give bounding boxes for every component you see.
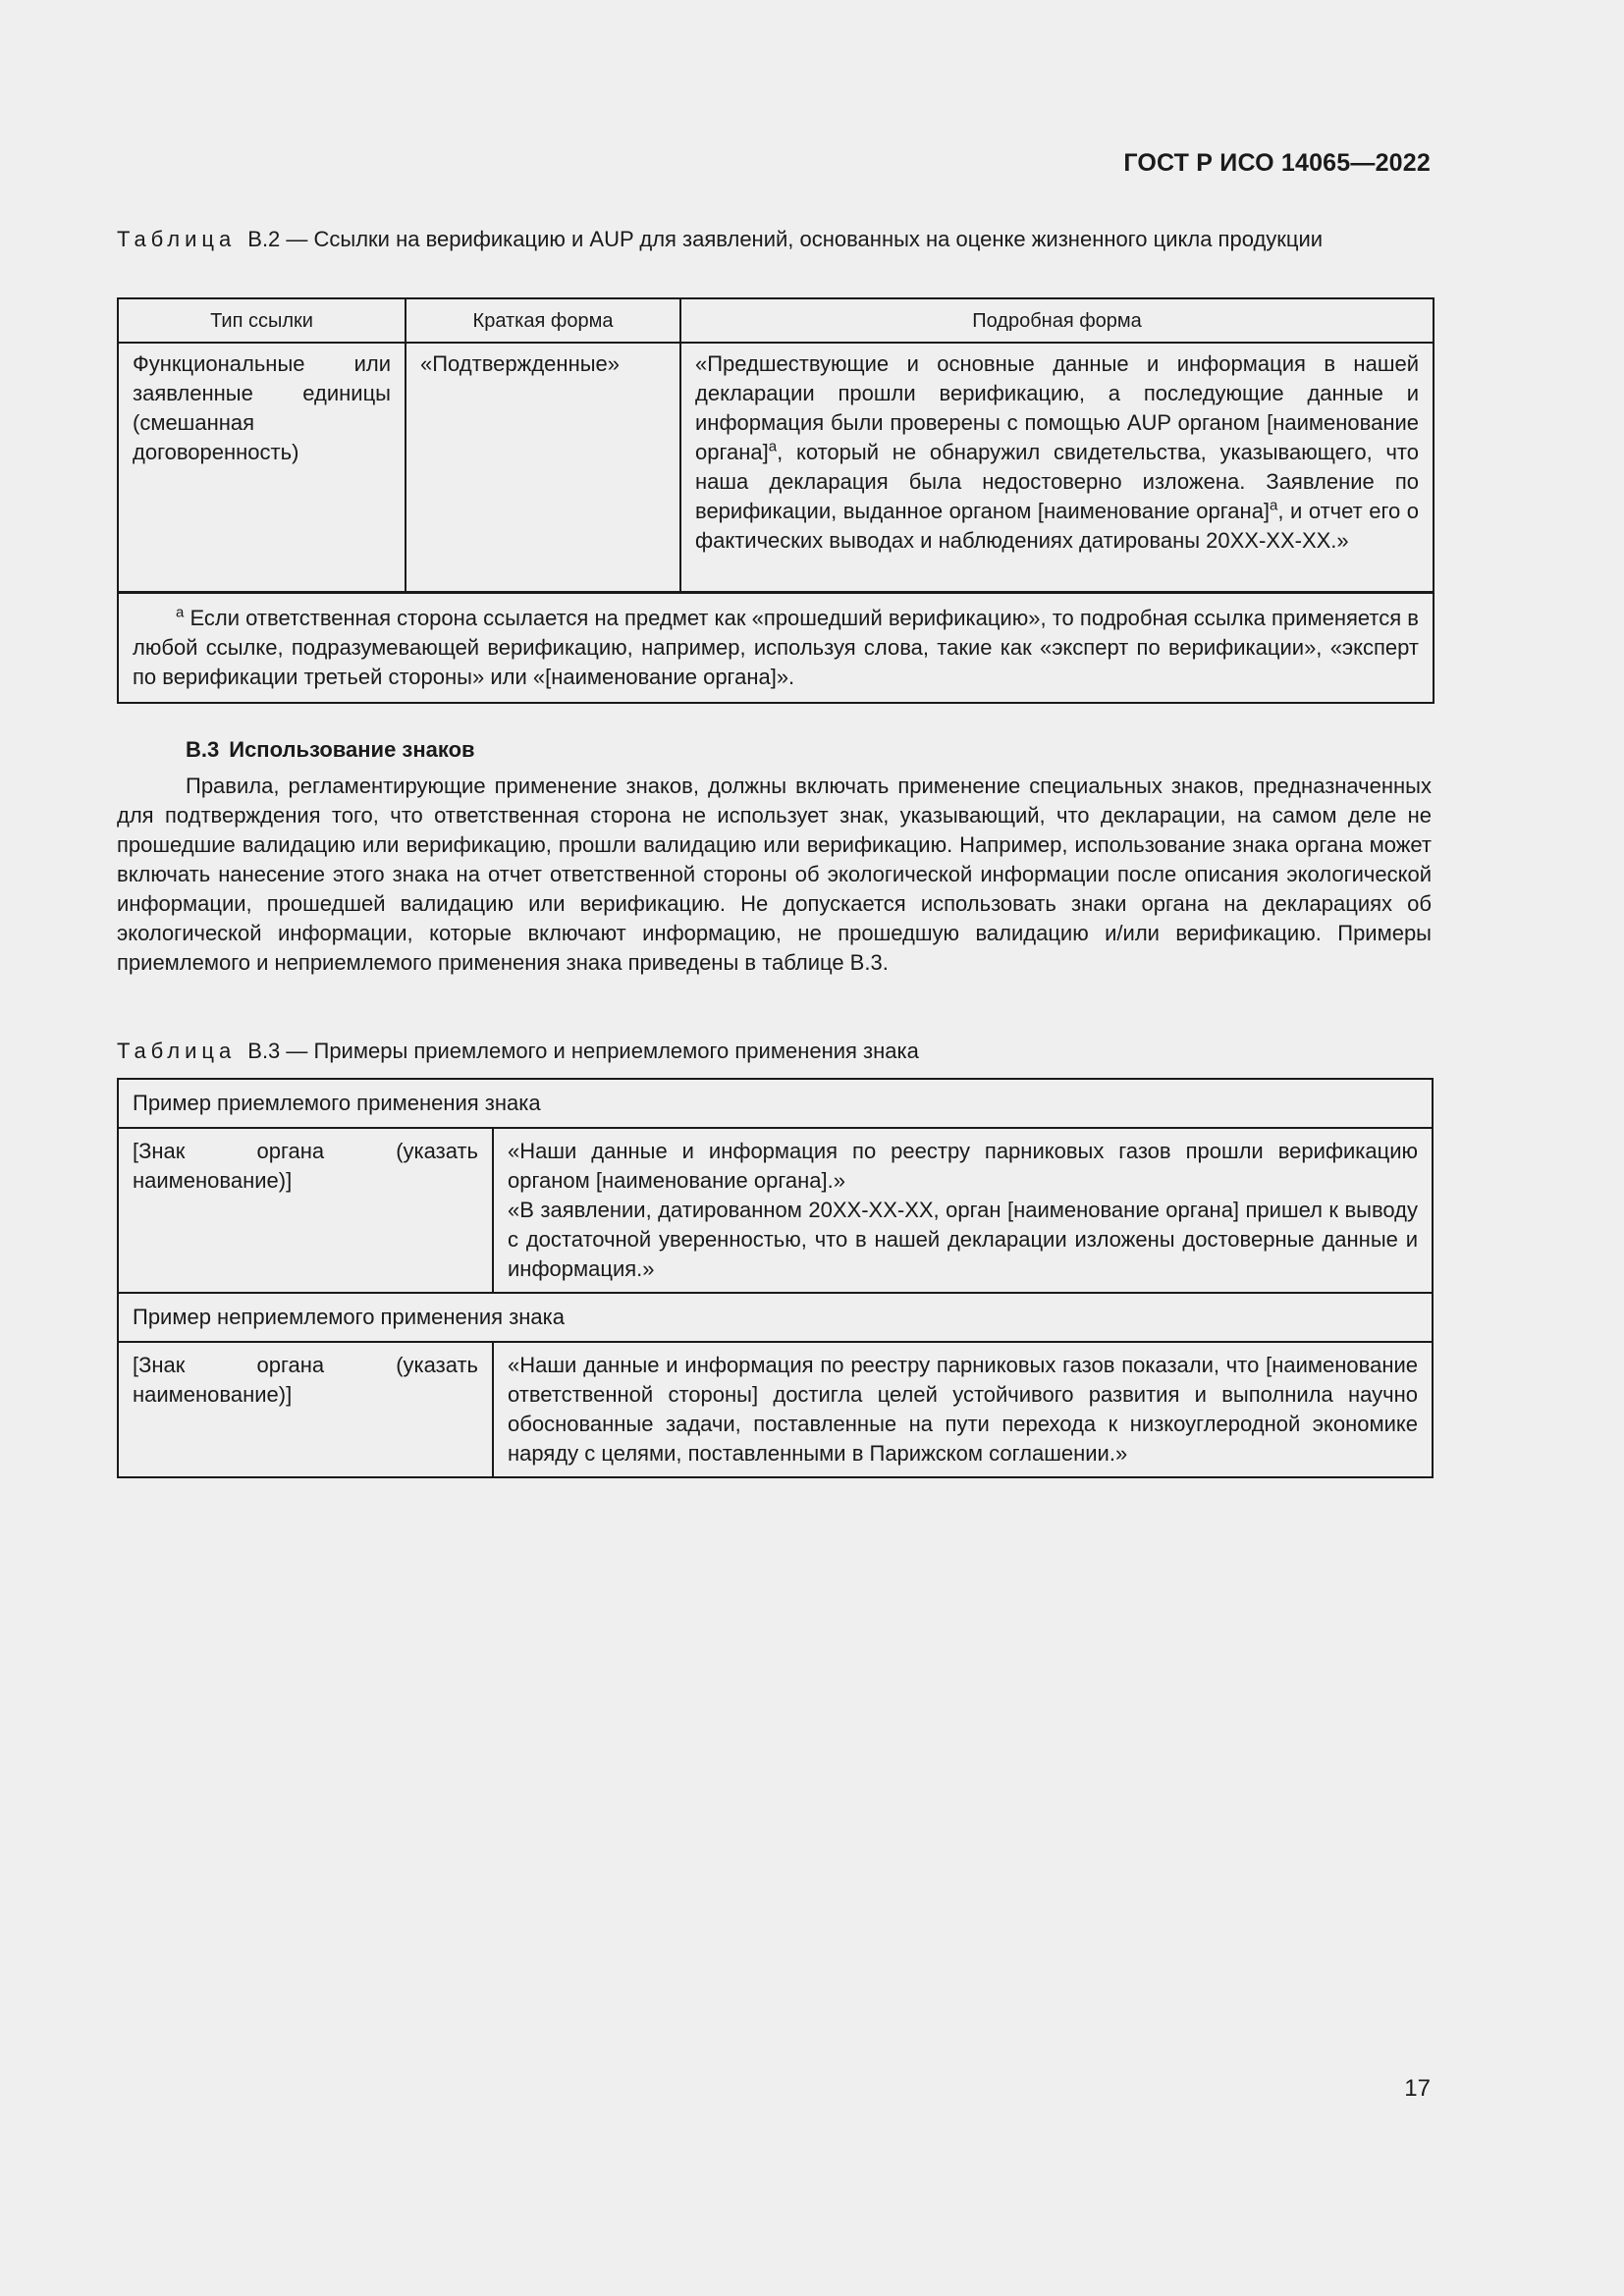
table-row bbox=[118, 343, 1434, 593]
section-b3-heading bbox=[186, 735, 475, 765]
table-row bbox=[118, 1128, 1433, 1293]
table-b2-caption-word: Таблица bbox=[117, 227, 237, 251]
long-form-part-3: , и отчет его о фактических выводах и наблюдениях датированы 20XX-XX-XX.» bbox=[695, 499, 1419, 553]
section-b3-paragraph: Правила, регламентирующие применение знаков, должны включать применение специальных знаков, предназначенных для подтверждения того, что ответственная сторона не использует знак, указывающий, что декларации, на самом деле не прошедшие валидацию или верификацию, прошли валидацию или верификацию. Например, использование знака органа может включать нанесение этого знака на отчет ответственной стороны об экологической информации после описания экологической информации, прошедшей валидацию или верификацию. Не допускается использовать знаки органа на декларациях об экологической информации, которые включают информацию, не прошедшую валидацию и/или верификацию. Примеры приемлемого и неприемлемого применения знака приведены в таблице В.3. bbox=[117, 774, 1432, 975]
table-b3-caption-text: В.3 — Примеры приемлемого и неприемлемого применения знака bbox=[247, 1039, 919, 1063]
cell-short-form: «Подтвержденные» bbox=[406, 343, 680, 593]
unacceptable-heading: Пример неприемлемого применения знака bbox=[118, 1293, 1433, 1342]
unacceptable-heading-row bbox=[118, 1293, 1433, 1342]
table-b2-header-row bbox=[118, 298, 1434, 343]
long-form-part-2: , который не обнаружил свидетельства, указывающего, что наша декларация была недостоверно изложена. Заявление по верификации, выданное органом [наименование органа] bbox=[695, 440, 1419, 523]
cell-reference-type: Функциональные или заявленные единицы (смешанная договоренность) bbox=[118, 343, 406, 593]
acceptable-mark-cell: [Знак органа (указать наименование)] bbox=[118, 1128, 493, 1293]
table-b2-footnote bbox=[118, 593, 1434, 704]
table-row bbox=[118, 1342, 1433, 1477]
document-code: ГОСТ Р ИСО 14065—2022 bbox=[1123, 149, 1431, 177]
long-form-part-1: «Предшествующие и основные данные и информация в нашей декларации прошли верификацию, а последующие данные и информация были проверены с помощью AUP органом [наименование органа] bbox=[695, 351, 1419, 464]
acceptable-text-cell bbox=[493, 1128, 1433, 1293]
section-title: Использование знаков bbox=[229, 737, 475, 762]
table-b2-footnote-row bbox=[118, 593, 1434, 704]
table-b3-caption bbox=[117, 1037, 1432, 1065]
footnote-ref: a bbox=[768, 438, 778, 455]
section-number: В.3 bbox=[186, 737, 220, 762]
acceptable-heading-row bbox=[118, 1079, 1433, 1128]
footnote-mark: a bbox=[176, 604, 185, 621]
footnote-ref: a bbox=[1270, 497, 1278, 514]
unacceptable-mark-cell: [Знак органа (указать наименование)] bbox=[118, 1342, 493, 1477]
page-number: 17 bbox=[1404, 2075, 1431, 2102]
acceptable-text-2: «В заявлении, датированном 20XX-XX-XX, орган [наименование органа] пришел к выводу с достаточной уверенностью, что в нашей декларации изложены достоверные данные и информация.» bbox=[508, 1198, 1419, 1281]
table-b2-caption-text: В.2 — Ссылки на верификацию и AUP для заявлений, основанных на оценке жизненного цикла продукции bbox=[247, 227, 1324, 251]
cell-long-form bbox=[680, 343, 1434, 593]
column-header-long: Подробная форма bbox=[680, 298, 1434, 343]
table-b3-caption-word: Таблица bbox=[117, 1039, 237, 1063]
column-header-short: Краткая форма bbox=[406, 298, 680, 343]
column-header-type: Тип ссылки bbox=[118, 298, 406, 343]
acceptable-heading: Пример приемлемого применения знака bbox=[118, 1079, 1433, 1128]
table-b2 bbox=[117, 297, 1435, 704]
unacceptable-text-cell: «Наши данные и информация по реестру парниковых газов показали, что [наименование ответственной стороны] достигла целей устойчивого развития и выполнила научно обоснованные задачи, поставленные на пути перехода к низкоуглеродной экономике наряду с целями, поставленными в Парижском соглашении.» bbox=[493, 1342, 1433, 1477]
footnote-text: Если ответственная сторона ссылается на предмет как «прошедший верификацию», то подробная ссылка применяется в любой ссылке, подразумевающей верификацию, например, используя слова, такие как «эксперт по верификации», «эксперт по верификации третьей стороны» или «[наименование органа]». bbox=[133, 606, 1419, 689]
table-b3 bbox=[117, 1078, 1434, 1478]
table-b2-caption bbox=[117, 225, 1432, 253]
acceptable-text-1: «Наши данные и информация по реестру парниковых газов прошли верификацию органом [наименование органа].» bbox=[508, 1139, 1419, 1193]
